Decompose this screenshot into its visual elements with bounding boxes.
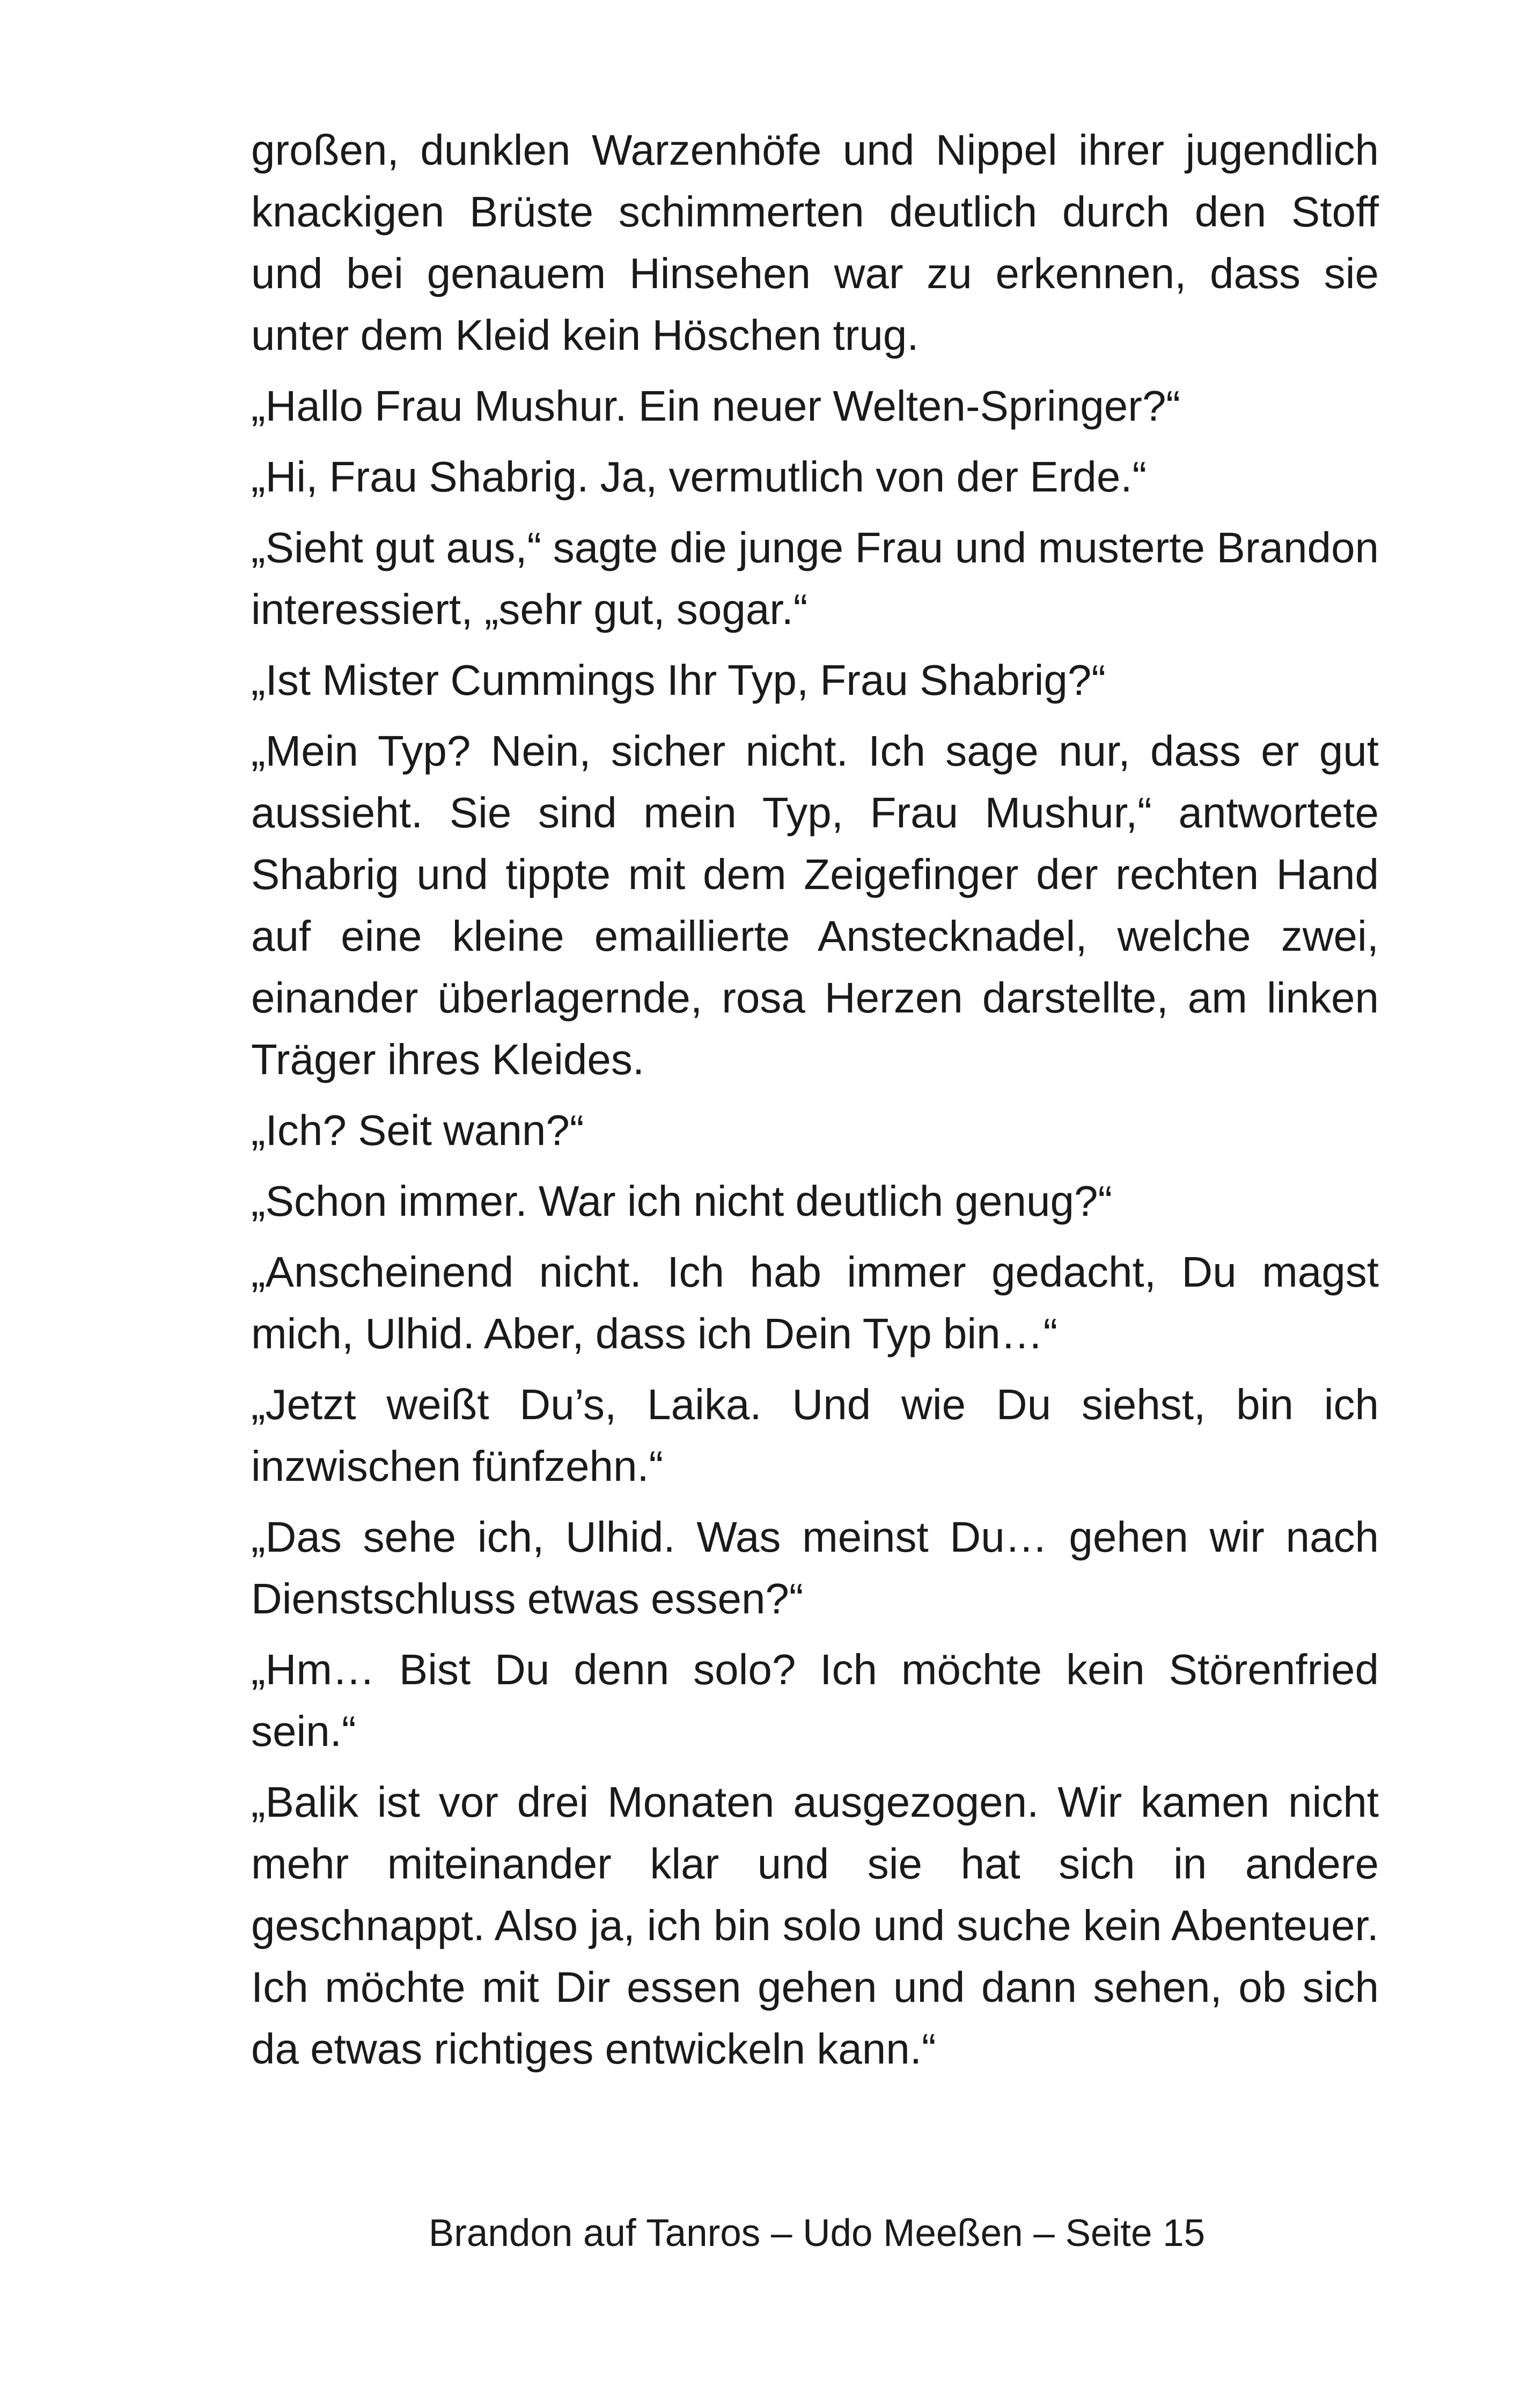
paragraph: „Balik ist vor drei Monaten ausgezogen. Wir kamen nicht mehr miteinander klar und sie hat sich in andere geschnappt. Also ja, ich bin solo und suche kein Abenteuer. Ich möchte mit Dir essen gehen und dann sehen, ob sich da etwas richtiges entwickeln kann.“ <box>251 1778 1379 2073</box>
paragraph: „Sieht gut aus,“ sagte die junge Frau und musterte Brandon interessiert, „sehr gut, sogar.“ <box>251 524 1379 633</box>
paragraph: „Ich? Seit wann?“ <box>251 1106 584 1154</box>
paragraph: „Jetzt weißt Du’s, Laika. Und wie Du siehst, bin ich inzwischen fünfzehn.“ <box>251 1381 1379 1490</box>
body-text <box>251 119 1379 2089</box>
paragraph: „Hm… Bist Du denn solo? Ich möchte kein Störenfried sein.“ <box>251 1646 1379 1755</box>
paragraph: „Hi, Frau Shabrig. Ja, vermutlich von der Erde.“ <box>251 453 1147 501</box>
paragraph: „Das sehe ich, Ulhid. Was meinst Du… gehen wir nach Dienstschluss etwas essen?“ <box>251 1513 1379 1623</box>
paragraph: „Hallo Frau Mushur. Ein neuer Welten-Springer?“ <box>251 382 1181 430</box>
paragraph: „Schon immer. War ich nicht deutlich genug?“ <box>251 1177 1113 1225</box>
page-footer: Brandon auf Tanros – Udo Meeßen – Seite 15 <box>428 2212 1206 2255</box>
paragraph: „Mein Typ? Nein, sicher nicht. Ich sage nur, dass er gut aussieht. Sie sind mein Typ, Frau Mushur,“ antwortete Shabrig und tippte mit dem Zeigefinger der rechten Hand auf eine kleine emaillierte Anstecknadel, welche zwei, einander überlagernde, rosa Herzen darstellte, am linken Träger ihres Kleides. <box>251 727 1379 1083</box>
paragraph: „Anscheinend nicht. Ich hab immer gedacht, Du magst mich, Ulhid. Aber, dass ich Dein Typ bin…“ <box>251 1248 1379 1357</box>
paragraph: großen, dunklen Warzenhöfe und Nippel ihrer jugendlich knackigen Brüste schimmerten deutlich durch den Stoff und bei genauem Hinsehen war zu erkennen, dass sie unter dem Kleid kein Höschen trug. <box>251 126 1379 359</box>
paragraph: „Ist Mister Cummings Ihr Typ, Frau Shabrig?“ <box>251 656 1106 704</box>
